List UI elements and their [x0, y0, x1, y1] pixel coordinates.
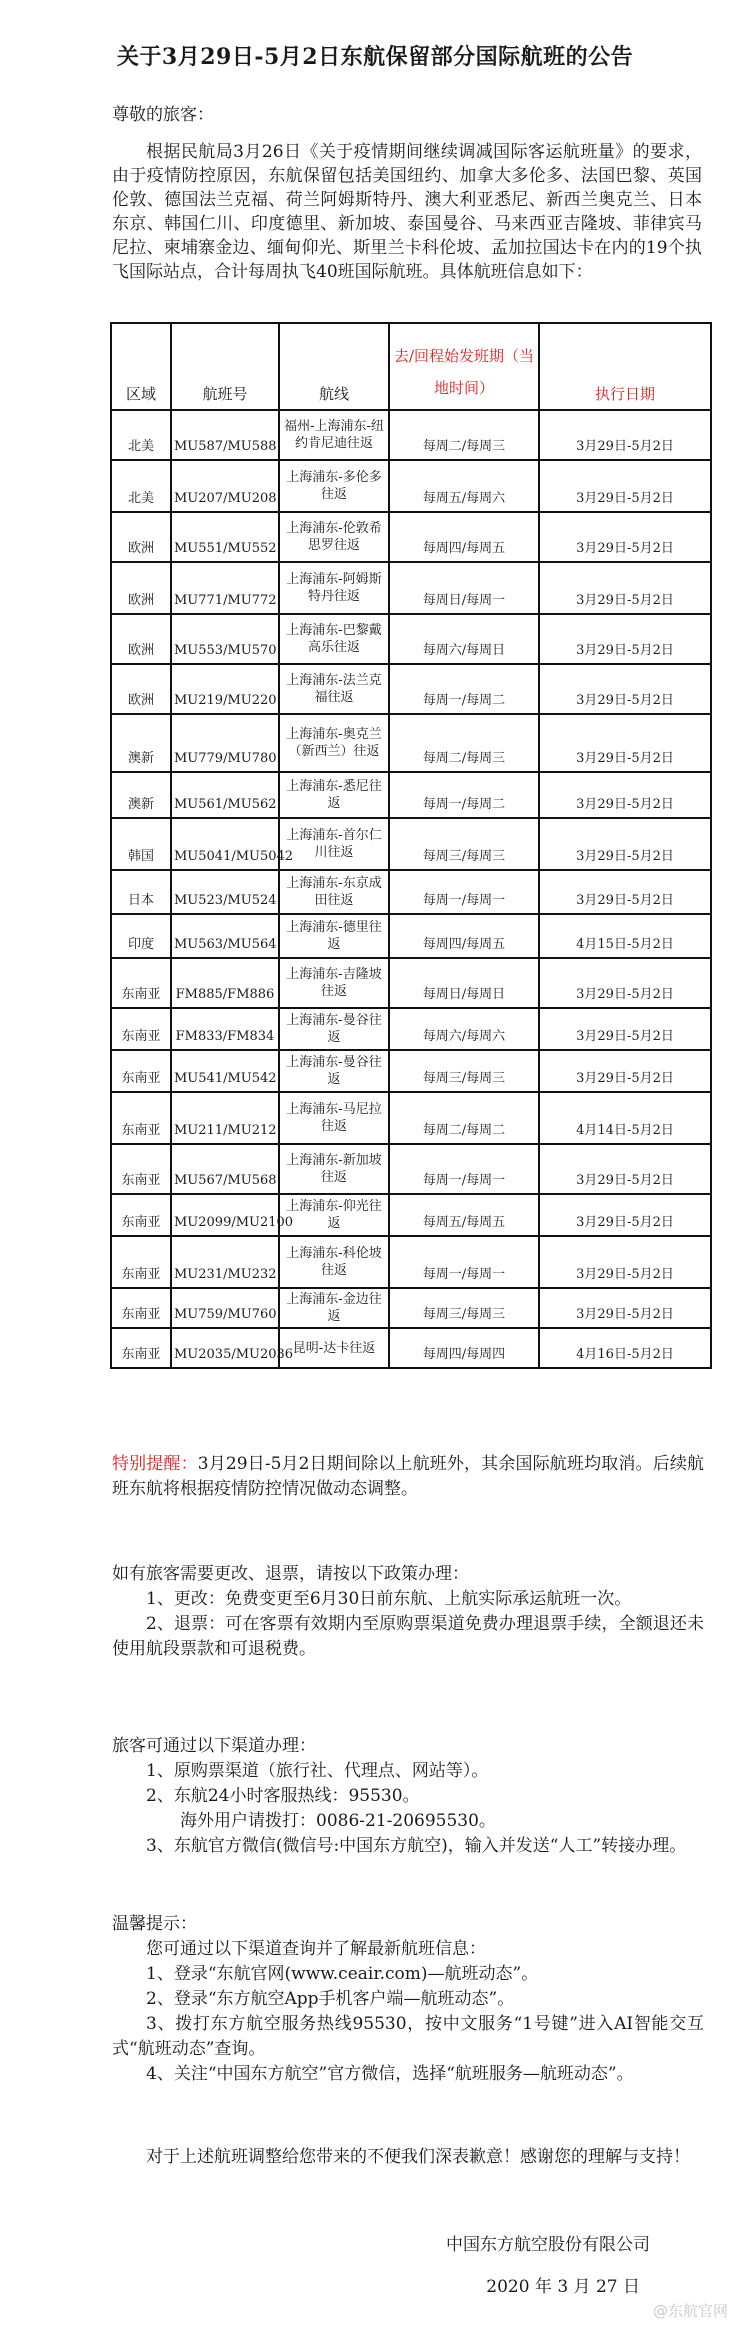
cell-region: 日本 — [111, 870, 171, 914]
intro-paragraph: 根据民航局3月26日《关于疫情期间继续调减国际客运航班量》的要求，由于疫情防控原因，东航保留包括美国纽约、加拿大多伦多、法国巴黎、英国伦敦、德国法兰克福、荷兰阿姆斯特丹、澳大利亚悉尼、新西兰奥克兰、日本东京、韩国仁川、印度德里、新加坡、泰国曼谷、马来西亚吉隆坡、菲律宾马尼拉、柬埔寨金边、缅甸仰光、斯里兰卡科伦坡、孟加拉国达卡在内的19个执飞国际站点，合计每周执飞40班国际航班。具体航班信息如下： — [112, 142, 702, 282]
cell-days: 每周三/每周三 — [389, 818, 539, 870]
cell-days: 每周四/每周五 — [389, 512, 539, 562]
cell-route: 上海浦东-曼谷往返 — [279, 1050, 389, 1092]
cell-flight: MU759/MU760 — [171, 1288, 279, 1328]
table-row — [111, 1194, 711, 1236]
cell-route: 上海浦东-巴黎戴高乐往返 — [279, 614, 389, 664]
table-row — [111, 664, 711, 714]
cell-flight: MU567/MU568 — [171, 1144, 279, 1194]
cell-flight: MU551/MU552 — [171, 512, 279, 562]
cell-dates: 3月29日-5月2日 — [539, 410, 711, 460]
tip-3: 3、拨打东方航空服务热线95530，按中文服务“1号键”进入AI智能交互式“航班动态”查询。 — [112, 2014, 704, 2059]
cell-flight: MU779/MU780 — [171, 714, 279, 772]
cell-dates: 4月16日-5月2日 — [539, 1328, 711, 1368]
tip-4: 4、关注“中国东方航空”官方微信，选择“航班服务—航班动态”。 — [146, 2064, 634, 2084]
cell-route: 上海浦东-悉尼往返 — [279, 772, 389, 818]
cell-days: 每周日/每周一 — [389, 562, 539, 614]
cell-days: 每周四/每周五 — [389, 914, 539, 958]
channel-2-overseas: 海外用户请拨打：0086-21-20695530。 — [180, 1811, 496, 1831]
cell-dates: 3月29日-5月2日 — [539, 1144, 711, 1194]
cell-route: 上海浦东-伦敦希思罗往返 — [279, 512, 389, 562]
cell-region: 东南亚 — [111, 1092, 171, 1144]
signature-date: 2020 年 3 月 27 日 — [486, 2277, 640, 2297]
cell-region: 欧洲 — [111, 512, 171, 562]
table-row — [111, 460, 711, 512]
cell-flight: MU587/MU588 — [171, 410, 279, 460]
cell-region: 北美 — [111, 460, 171, 512]
table-row — [111, 512, 711, 562]
cell-flight: FM833/FM834 — [171, 1008, 279, 1050]
cell-days: 每周日/每周日 — [389, 958, 539, 1008]
salutation: 尊敬的旅客： — [112, 105, 214, 125]
cell-days: 每周一/每周一 — [389, 870, 539, 914]
tips-section — [112, 1912, 704, 2087]
cell-dates: 3月29日-5月2日 — [539, 1236, 711, 1288]
cell-route: 上海浦东-法兰克福往返 — [279, 664, 389, 714]
cell-days: 每周一/每周二 — [389, 664, 539, 714]
table-row — [111, 1328, 711, 1368]
table-row — [111, 914, 711, 958]
cell-dates: 4月15日-5月2日 — [539, 914, 711, 958]
cell-route: 上海浦东-阿姆斯特丹往返 — [279, 562, 389, 614]
cell-region: 欧洲 — [111, 614, 171, 664]
cell-flight: MU561/MU562 — [171, 772, 279, 818]
cell-region: 东南亚 — [111, 1328, 171, 1368]
cell-flight: MU553/MU570 — [171, 614, 279, 664]
cell-flight: MU2099/MU2100 — [171, 1194, 279, 1236]
cell-region: 澳新 — [111, 772, 171, 818]
cell-dates: 3月29日-5月2日 — [539, 1050, 711, 1092]
cell-days: 每周二/每周三 — [389, 714, 539, 772]
cell-region: 印度 — [111, 914, 171, 958]
cell-dates: 3月29日-5月2日 — [539, 958, 711, 1008]
cell-dates: 3月29日-5月2日 — [539, 664, 711, 714]
cell-route: 上海浦东-德里往返 — [279, 914, 389, 958]
cell-days: 每周一/每周二 — [389, 772, 539, 818]
cell-days: 每周二/每周三 — [389, 410, 539, 460]
cell-dates: 4月14日-5月2日 — [539, 1092, 711, 1144]
cell-region: 欧洲 — [111, 562, 171, 614]
tip-1: 1、登录“东航官网(www.ceair.com)—航班动态”。 — [146, 1964, 539, 1984]
header-region: 区域 — [111, 323, 171, 410]
channels-lead: 旅客可通过以下渠道办理： — [112, 1736, 316, 1756]
channels-section — [112, 1734, 704, 1859]
cell-dates: 3月29日-5月2日 — [539, 562, 711, 614]
cell-days: 每周六/每周六 — [389, 1008, 539, 1050]
flight-table-body — [111, 410, 711, 1368]
cell-flight: FM885/FM886 — [171, 958, 279, 1008]
page-title: 关于3月29日-5月2日东航保留部分国际航班的公告 — [116, 44, 634, 70]
channel-2: 2、东航24小时客服热线：95530。 — [146, 1786, 420, 1806]
cell-route: 上海浦东-新加坡往返 — [279, 1144, 389, 1194]
cell-days: 每周二/每周二 — [389, 1092, 539, 1144]
cell-dates: 3月29日-5月2日 — [539, 714, 711, 772]
cell-flight: MU523/MU524 — [171, 870, 279, 914]
cell-route: 昆明-达卡往返 — [279, 1328, 389, 1368]
cell-days: 每周一/每周一 — [389, 1236, 539, 1288]
watermark-text: @东航官网 — [652, 2302, 728, 2320]
cell-days: 每周五/每周五 — [389, 1194, 539, 1236]
special-notice-label: 特别提醒： — [112, 1454, 198, 1474]
cell-region: 澳新 — [111, 714, 171, 772]
cell-flight: MU2035/MU2036 — [171, 1328, 279, 1368]
header-flight: 航班号 — [171, 323, 279, 410]
cell-route: 上海浦东-曼谷往返 — [279, 1008, 389, 1050]
table-row — [111, 1236, 711, 1288]
header-days: 去/回程始发班期（当地时间） — [389, 323, 539, 410]
cell-dates: 3月29日-5月2日 — [539, 1008, 711, 1050]
cell-dates: 3月29日-5月2日 — [539, 818, 711, 870]
cell-days: 每周三/每周三 — [389, 1050, 539, 1092]
channel-1: 1、原购票渠道（旅行社、代理点、网站等）。 — [146, 1761, 489, 1781]
cell-region: 欧洲 — [111, 664, 171, 714]
cell-region: 东南亚 — [111, 958, 171, 1008]
table-row — [111, 818, 711, 870]
cell-flight: MU211/MU212 — [171, 1092, 279, 1144]
cell-days: 每周五/每周六 — [389, 460, 539, 512]
cell-dates: 3月29日-5月2日 — [539, 1194, 711, 1236]
header-route: 航线 — [279, 323, 389, 410]
table-row — [111, 1008, 711, 1050]
tips-lead: 温馨提示： — [112, 1914, 197, 1934]
table-row — [111, 772, 711, 818]
cell-route: 福州-上海浦东-纽约肯尼迪往返 — [279, 410, 389, 460]
cell-days: 每周四/每周四 — [389, 1328, 539, 1368]
table-row — [111, 1092, 711, 1144]
cell-days: 每周三/每周三 — [389, 1288, 539, 1328]
policy-lead: 如有旅客需要更改、退票，请按以下政策办理： — [112, 1564, 469, 1584]
policy-section — [112, 1562, 704, 1662]
cell-region: 东南亚 — [111, 1288, 171, 1328]
cell-route: 上海浦东-科伦坡往返 — [279, 1236, 389, 1288]
cell-flight: MU563/MU564 — [171, 914, 279, 958]
cell-route: 上海浦东-东京成田往返 — [279, 870, 389, 914]
special-notice — [112, 1452, 704, 1502]
cell-days: 每周六/每周日 — [389, 614, 539, 664]
cell-route: 上海浦东-吉隆坡往返 — [279, 958, 389, 1008]
closing-paragraph: 对于上述航班调整给您带来的不便我们深表歉意！感谢您的理解与支持！ — [146, 2147, 690, 2167]
cell-dates: 3月29日-5月2日 — [539, 512, 711, 562]
cell-flight: MU231/MU232 — [171, 1236, 279, 1288]
cell-dates: 3月29日-5月2日 — [539, 870, 711, 914]
table-row — [111, 410, 711, 460]
cell-route: 上海浦东-马尼拉往返 — [279, 1092, 389, 1144]
cell-flight: MU5041/MU5042 — [171, 818, 279, 870]
table-row — [111, 614, 711, 664]
table-row — [111, 1288, 711, 1328]
cell-route: 上海浦东-首尔仁川往返 — [279, 818, 389, 870]
cell-region: 东南亚 — [111, 1144, 171, 1194]
policy-change: 1、更改：免费变更至6月30日前东航、上航实际承运航班一次。 — [146, 1589, 632, 1609]
table-row — [111, 1050, 711, 1092]
channel-3: 3、东航官方微信(微信号:中国东方航空)，输入并发送“人工”转接办理。 — [146, 1836, 687, 1856]
cell-dates: 3月29日-5月2日 — [539, 1288, 711, 1328]
policy-refund: 2、退票：可在客票有效期内至原购票渠道免费办理退票手续，全额退还未使用航段票款和可退税费。 — [112, 1614, 704, 1659]
cell-region: 韩国 — [111, 818, 171, 870]
cell-flight: MU771/MU772 — [171, 562, 279, 614]
cell-route: 上海浦东-金边往返 — [279, 1288, 389, 1328]
cell-region: 北美 — [111, 410, 171, 460]
table-row — [111, 958, 711, 1008]
cell-dates: 3月29日-5月2日 — [539, 772, 711, 818]
cell-region: 东南亚 — [111, 1194, 171, 1236]
cell-route: 上海浦东-奥克兰（新西兰）往返 — [279, 714, 389, 772]
cell-flight: MU207/MU208 — [171, 460, 279, 512]
cell-route: 上海浦东-仰光往返 — [279, 1194, 389, 1236]
flight-table — [110, 322, 712, 1369]
cell-dates: 3月29日-5月2日 — [539, 614, 711, 664]
cell-region: 东南亚 — [111, 1236, 171, 1288]
cell-region: 东南亚 — [111, 1008, 171, 1050]
header-dates: 执行日期 — [539, 323, 711, 410]
table-row — [111, 562, 711, 614]
table-row — [111, 1144, 711, 1194]
cell-flight: MU541/MU542 — [171, 1050, 279, 1092]
tip-2: 2、登录“东方航空App手机客户端—航班动态”。 — [146, 1989, 515, 2009]
cell-days: 每周一/每周一 — [389, 1144, 539, 1194]
cell-dates: 3月29日-5月2日 — [539, 460, 711, 512]
table-row — [111, 870, 711, 914]
table-row — [111, 714, 711, 772]
special-notice-text: 3月29日-5月2日期间除以上航班外，其余国际航班均取消。后续航班东航将根据疫情防控情况做动态调整。 — [112, 1454, 704, 1499]
cell-flight: MU219/MU220 — [171, 664, 279, 714]
table-header-row — [111, 323, 711, 410]
cell-region: 东南亚 — [111, 1050, 171, 1092]
signature-company: 中国东方航空股份有限公司 — [446, 2235, 650, 2255]
cell-route: 上海浦东-多伦多往返 — [279, 460, 389, 512]
tips-sub: 您可通过以下渠道查询并了解最新航班信息： — [146, 1939, 486, 1959]
